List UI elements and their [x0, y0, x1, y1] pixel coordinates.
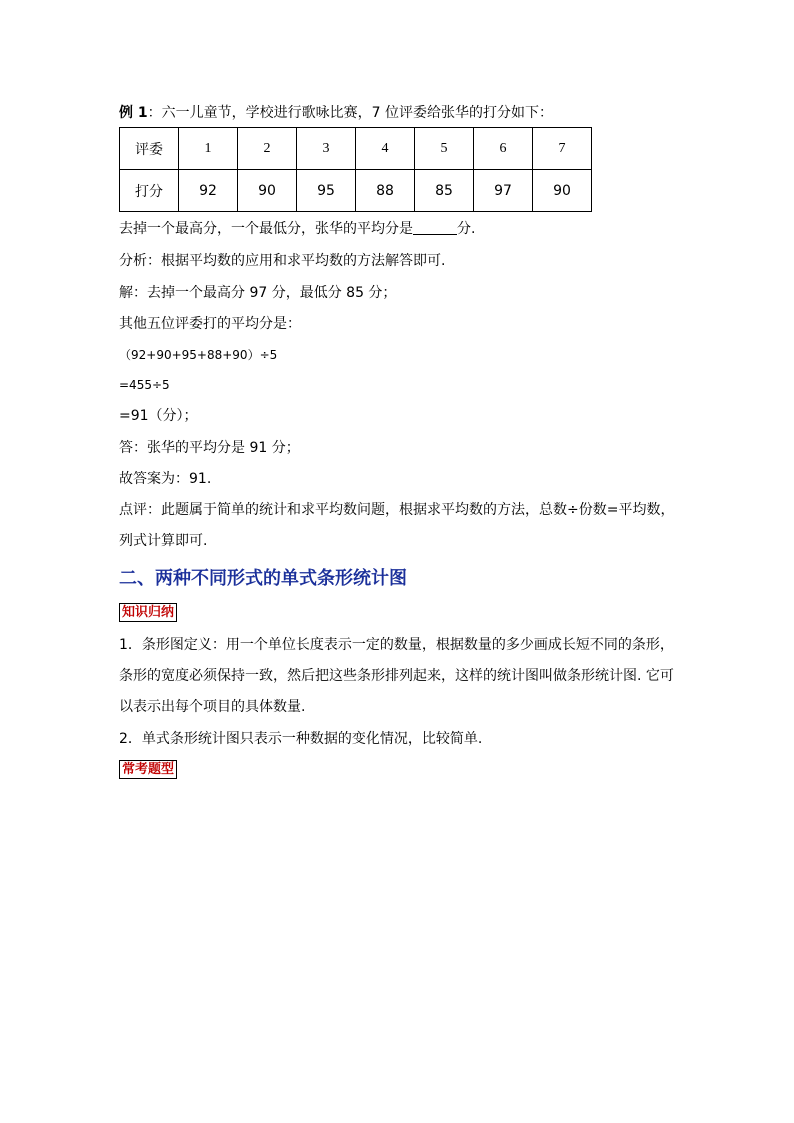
question-text: 去掉一个最高分，一个最低分，张华的平均分是: [119, 221, 413, 237]
example-intro-text: ：六一儿童节，学校进行歌咏比赛，7 位评委给张华的打分如下：: [147, 105, 553, 121]
table-row: [120, 128, 592, 170]
table-cell: 3: [297, 128, 356, 170]
section-title: 二、两种不同形式的单式条形统计图: [119, 568, 407, 589]
final-answer-line: 故答案为：91.: [119, 471, 212, 487]
table-header-judge: 评委: [120, 128, 179, 170]
table-header-score: 打分: [120, 170, 179, 212]
solution-step: 解：去掉一个最高分 97 分，最低分 85 分；: [119, 285, 397, 301]
comment-line: 列式计算即可.: [119, 533, 208, 549]
table-cell: 90: [533, 170, 592, 212]
solution-step: =455÷5: [119, 378, 170, 392]
common-question-tag: 常考题型: [119, 760, 177, 779]
score-table: [119, 127, 592, 212]
table-row: [120, 170, 592, 212]
table-cell: 4: [356, 128, 415, 170]
table-cell: 6: [474, 128, 533, 170]
table-cell: 88: [356, 170, 415, 212]
table-cell: 7: [533, 128, 592, 170]
analysis-line: 分析：根据平均数的应用和求平均数的方法解答即可.: [119, 253, 446, 269]
table-cell: 97: [474, 170, 533, 212]
solution-step: （92+90+95+88+90）÷5: [119, 348, 278, 362]
table-cell: 2: [238, 128, 297, 170]
comment-line: 点评：此题属于简单的统计和求平均数问题，根据求平均数的方法，总数÷份数=平均数，: [119, 502, 675, 518]
definition-line: 2．单式条形统计图只表示一种数据的变化情况，比较简单.: [119, 731, 483, 747]
example-label: 例 1: [119, 105, 148, 121]
solution-step: =91（分）；: [119, 408, 198, 424]
table-cell: 90: [238, 170, 297, 212]
question-line: [119, 219, 475, 239]
table-cell: 85: [415, 170, 474, 212]
answer-blank: [413, 220, 457, 235]
table-cell: 92: [179, 170, 238, 212]
table-cell: 95: [297, 170, 356, 212]
table-cell: 5: [415, 128, 474, 170]
question-unit: 分.: [457, 221, 476, 237]
definition-line: 1．条形图定义：用一个单位长度表示一定的数量，根据数量的多少画成长短不同的条形，: [119, 637, 674, 653]
answer-line: 答：张华的平均分是 91 分；: [119, 440, 300, 456]
example-intro: [119, 103, 553, 123]
definition-line: 以表示出每个项目的具体数量.: [119, 699, 306, 715]
table-cell: 1: [179, 128, 238, 170]
knowledge-tag: 知识归纳: [119, 603, 177, 622]
solution-step: 其他五位评委打的平均分是：: [119, 316, 301, 332]
definition-line: 条形的宽度必须保持一致，然后把这些条形排列起来，这样的统计图叫做条形统计图. 它可: [119, 668, 674, 684]
